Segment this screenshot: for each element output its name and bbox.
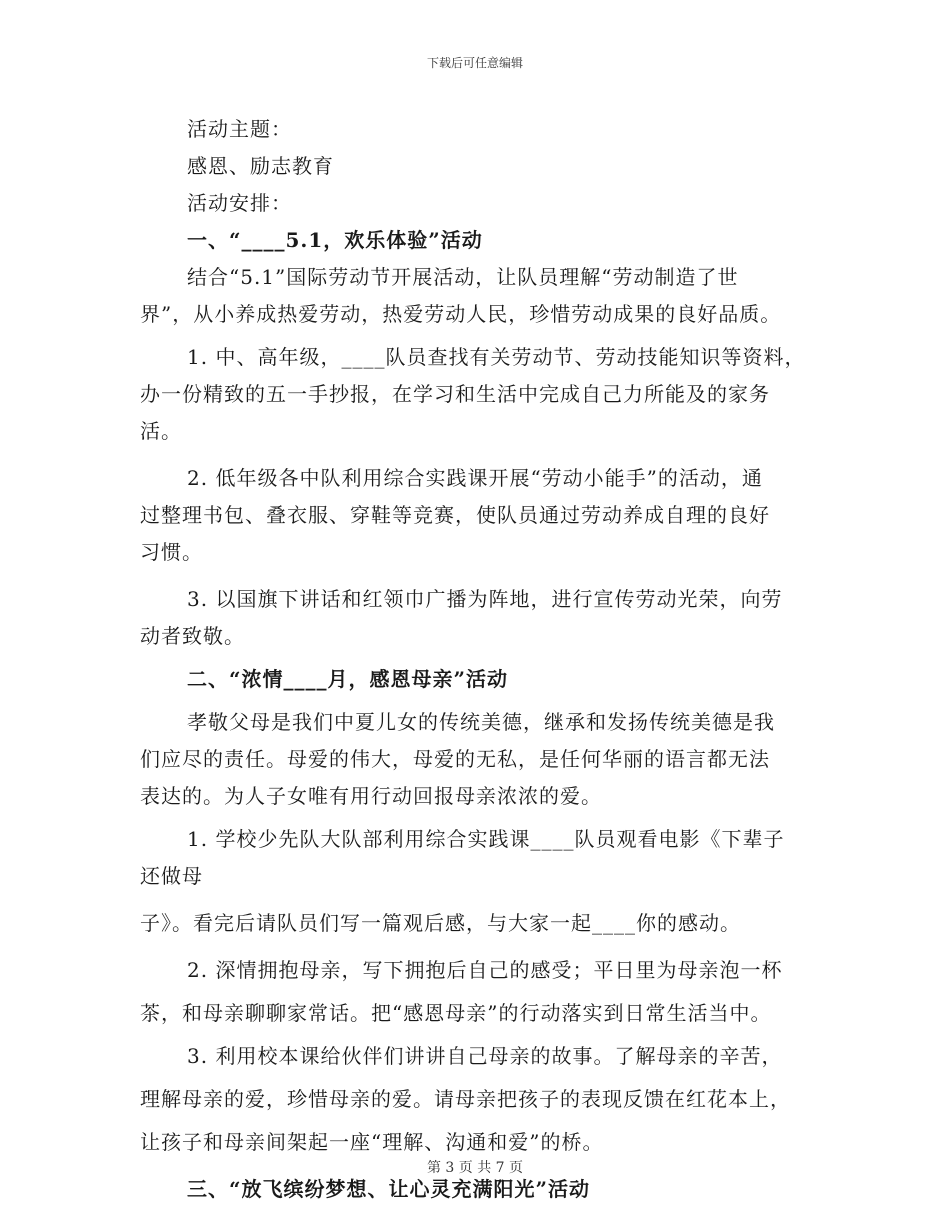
- section-1-item-3-line-2: 动者致敬。: [140, 624, 245, 648]
- page-header-note: 下载后可任意编辑: [426, 56, 523, 70]
- section-1-item-1-line-3: 活。: [140, 419, 182, 443]
- section-2-item-1-line-3: 子》。看完后请队员们写一篇观后感，与大家一起____你的感动。: [140, 911, 741, 935]
- section-1-heading: 一、“____5.1，欢乐体验”活动: [187, 228, 483, 252]
- section-2-intro-line-2: 们应尽的责任。母爱的伟大，母爱的无私，是任何华丽的语言都无法: [140, 747, 770, 771]
- section-1-item-1-line-1: 1. 中、高年级，____队员查找有关劳动节、劳动技能知识等资料，: [187, 345, 806, 369]
- theme-value: 感恩、励志教育: [187, 154, 334, 178]
- section-2-item-3-line-3: 让孩子和母亲间架起一座“理解、沟通和爱”的桥。: [140, 1130, 604, 1154]
- section-2-heading: 二、“浓情____月，感恩母亲”活动: [187, 667, 509, 691]
- section-1-intro-line-2: 界”，从小养成热爱劳动，热爱劳动人民，珍惜劳动成果的良好品质。: [140, 302, 782, 326]
- section-2-intro-line-1: 孝敬父母是我们中夏儿女的传统美德，继承和发扬传统美德是我: [187, 710, 775, 734]
- section-1-item-3-line-1: 3. 以国旗下讲话和红领巾广播为阵地，进行宣传劳动光荣，向劳: [187, 587, 783, 611]
- section-2-item-3-line-1: 3. 利用校本课给伙伴们讲讲自己母亲的故事。了解母亲的辛苦，: [187, 1044, 783, 1068]
- section-1-item-2-line-1: 2. 低年级各中队利用综合实践课开展“劳动小能手”的活动，通: [187, 466, 763, 490]
- section-1-intro-line-1: 结合“5.1”国际劳动节开展活动，让队员理解“劳动制造了世: [187, 265, 739, 289]
- section-2-item-3-line-2: 理解母亲的爱，珍惜母亲的爱。请母亲把孩子的表现反馈在红花本上，: [140, 1087, 791, 1111]
- document-body: [140, 111, 812, 1208]
- section-1-item-1-line-2: 办一份精致的五一手抄报，在学习和生活中完成自己力所能及的家务: [140, 382, 770, 406]
- section-2-item-2-line-2: 茶，和母亲聊聊家常话。把“感恩母亲”的行动落实到日常生活当中。: [140, 1001, 772, 1025]
- section-3-heading: 三、“放飞缤纷梦想、让心灵充满阳光”活动: [187, 1177, 591, 1201]
- section-2-intro-line-3: 表达的。为人子女唯有用行动回报母亲浓浓的爱。: [140, 784, 602, 808]
- section-2-item-1-line-2: 还做母: [140, 864, 203, 888]
- page-number: 第 3 页 共 7 页: [426, 1160, 524, 1176]
- section-2-item-2-line-1: 2. 深情拥抱母亲，写下拥抱后自己的感受；平日里为母亲泡一杯: [187, 958, 783, 982]
- schedule-label: 活动安排：: [187, 191, 292, 215]
- section-2-item-1-line-1: 1. 学校少先队大队部利用综合实践课____队员观看电影《下辈子: [187, 827, 785, 851]
- section-1-item-2-line-2: 过整理书包、叠衣服、穿鞋等竞赛，使队员通过劳动养成自理的良好: [140, 503, 770, 527]
- section-1-item-2-line-3: 习惯。: [140, 540, 203, 564]
- theme-label: 活动主题：: [187, 117, 292, 141]
